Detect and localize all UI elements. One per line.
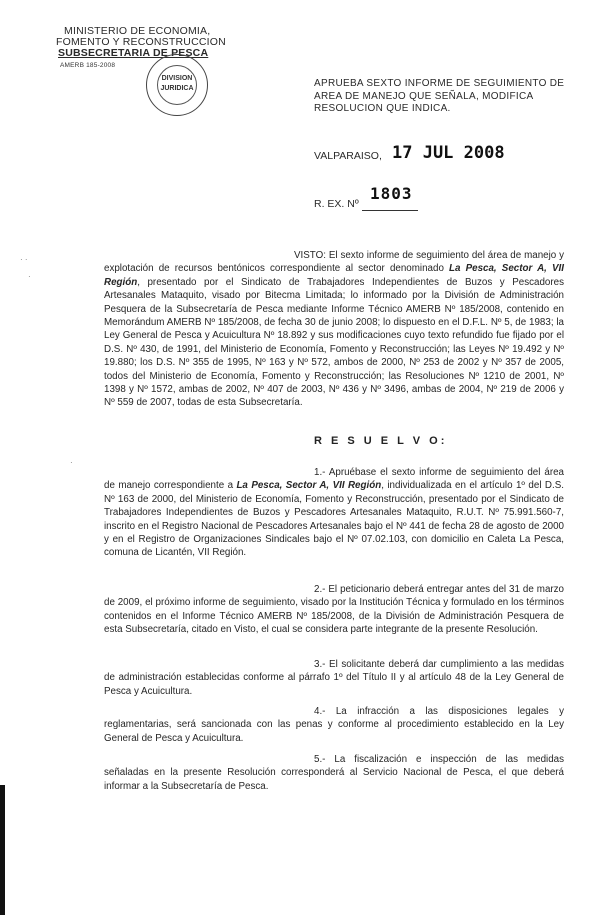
item-3-text: 3.- El solicitante deberá dar cumplimiento a las medidas de administración establecidas conforme al párrafo 1º del Título II y al artículo 48 de la Ley General de Pesca y Acuicultura. [104,659,564,697]
item-5-text: 5.- La fiscalización e inspección de las medidas señaladas en la presente Resolución corresponderá al Servicio Nacional de Pesca, el que deberá informar a la Subsecretaría de Pesca. [104,754,564,792]
stamp-line-2: JURIDICA [160,85,194,92]
scan-edge-artifact [0,785,5,915]
rex-label: R. EX. Nº [314,198,359,210]
ministry-name: MINISTERIO DE ECONOMIA, [64,25,211,37]
rex-underline [362,210,418,211]
scan-speck: · [70,458,73,467]
item-1-sector: La Pesca, Sector A, VII Región [236,480,382,492]
reference-code: AMERB 185-2008 [60,62,116,69]
stamp-line-1: DIVISION [161,75,193,82]
visto-label: VISTO: [294,250,326,261]
resolution-item-3 [104,658,564,698]
visto-text-2: , presentado por el Sindicato de Trabajadores Independientes de Buzos y Pescadores Artesanales Mataquito, visado por Bitecma Limitada; lo informado por la División de Administración Pesquera de la Subsecretaría de Pesca mediante Informe Técnico AMERB Nº 185/2008, contenido en Memorándum AMERB Nº 185/2008, de fecha 30 de junio 2008; lo dispuesto en el D.F.L. Nº 5, de 1983; la Ley General de Pesca y Acuicultura Nº 18.892 y sus modificaciones cuyo texto refundido fue fijado por el D.S. Nº 430, de 1991, del Ministerio de Economía, Fomento y Reconstrucción; las Leyes Nº 19.492 y Nº 19.880; los D.S. Nº 355 de 1995, Nº 163 y Nº 572, ambos de 2000, Nº 253 de 2002 y Nº 357 de 2005, todos del Ministerio de Economía, Fomento y Reconstrucción; las Resoluciones Nº 1210 de 2001, Nº 1398 y Nº 1572, ambas de 2002, Nº 407 de 2003, Nº 436 y Nº 3496, ambas de 2004, Nº 219 de 2006 y Nº 559 de 2007, todas de esta Subsecretaría. [104,276,564,409]
resolution-item-4 [104,705,564,745]
place-label: VALPARAISO, [314,150,382,162]
resuelvo-heading: R E S U E L V O: [314,435,448,447]
item-2-text: 2.- El peticionario deberá entregar antes del 31 de marzo de 2009, el próximo informe de seguimiento, visado por la Institución Técnica y formulado en los términos contenidos en el Informe Técnico AMERB Nº 185/2008, de la División de Administración Pesquera de esta Subsecretaría, citado en Visto, el cual se considera parte integrante de la presente Resolución. [104,584,564,636]
visto-text-1: El sexto informe de seguimiento del área de manejo y explotación de recursos bentónicos correspondiente al sector denominado [104,250,565,275]
undersecretary-name: SUBSECRETARIA DE PESCA [58,47,209,59]
visto-sector: La Pesca, Sector A, VII Región [104,263,564,288]
letterhead [50,26,250,71]
resolution-title: APRUEBA SEXTO INFORME DE SEGUIMIENTO DE AREA DE MANEJO QUE SEÑALA, MODIFICA RESOLUCION QUE INDICA. [314,78,565,114]
item-1-text: 1.- Apruébase el sexto informe de seguimiento del área de manejo correspondiente a [104,467,564,492]
resolution-item-2 [104,583,564,637]
date-stamp: 17 JUL 2008 [392,143,505,163]
resolution-item-5 [104,753,564,793]
ministry-name-line2: FOMENTO Y RECONSTRUCCION [56,36,226,48]
visto-paragraph [104,249,564,410]
resolution-item-1 [104,466,564,560]
scan-speck: · · [20,255,28,264]
scan-speck: · [28,272,31,281]
division-stamp [146,54,208,116]
item-1-rest: , individualizada en el artículo 1º del D.S. Nº 163 de 2000, del Ministerio de Economía, Fomento y Reconstrucción, presentado por el Sindicato de Trabajadores Independientes de Buzos y Pescadores Artesanales Mataquito, R.U.T. Nº 75.991.560-7, inscrito en el Registro Nacional de Pescadores Artesanales bajo el Nº 441 de fecha 28 de agosto de 2000 y en el Registro de Organizaciones Sindicales bajo el Nº 07.02.103, con domicilio en Caleta La Pesca, comuna de Licantén, VII Región. [104,480,564,559]
rex-number: 1803 [370,184,413,203]
item-4-text: 4.- La infracción a las disposiciones legales y reglamentarias, será sancionada con las penas y conforme al procedimiento establecido en la Ley General de Pesca y Acuicultura. [104,706,564,744]
